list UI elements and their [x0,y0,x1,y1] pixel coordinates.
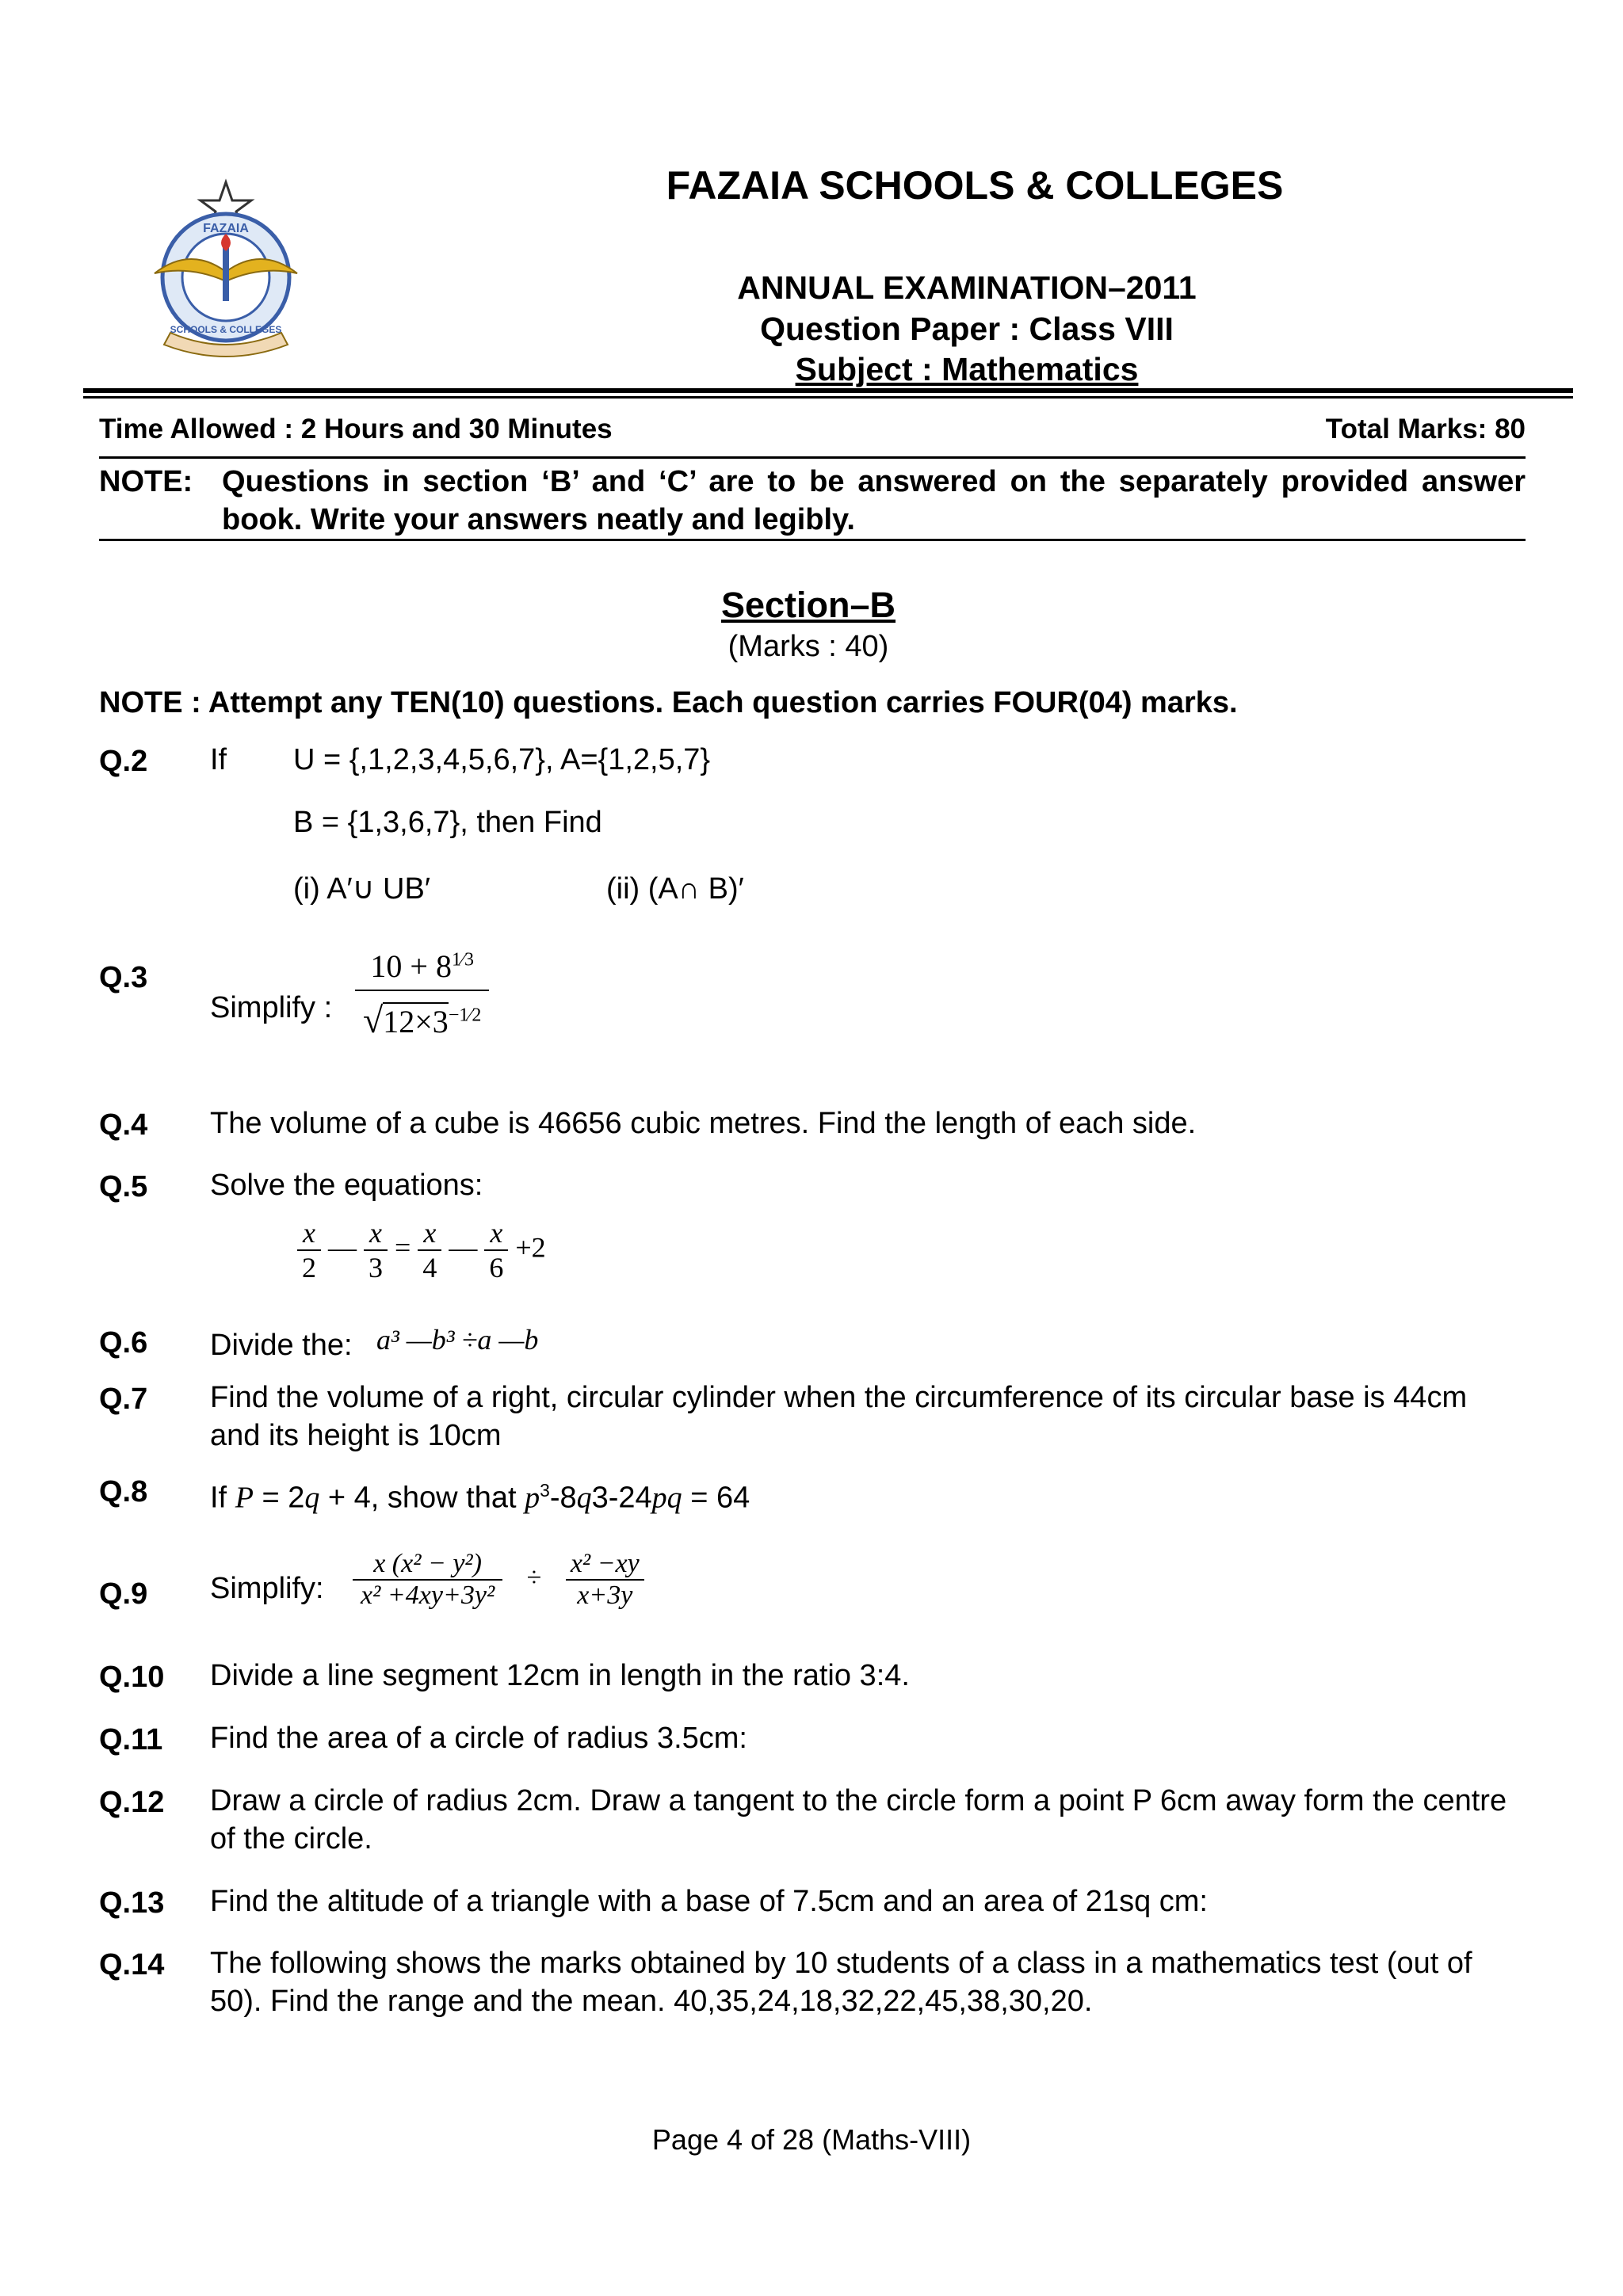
q13-text: Find the altitude of a triangle with a base of 7.5cm and an area of 21sq cm: [210,1885,1208,1918]
q2-line2: B = {1,3,6,7}, then Find [293,806,602,839]
q3-expression [355,943,489,1041]
sqrt-icon: √ [363,1000,384,1040]
question-number: Q.12 [99,1786,165,1819]
q5-equation: $\frac{x}{2}$ — $\frac{x}{3}$ = $\frac{x}{4}$ — $\frac{x}{6}$ +2 [297,1216,546,1284]
note-text: Questions in section ‘B’ and ‘C’ are to be answered on the separately provided answer book. Write your answers neatly and legibly. [222,465,1526,536]
header-rule-thin [83,396,1573,399]
question-number: Q.7 [99,1383,148,1416]
q11-text: Find the area of a circle of radius 3.5cm: [210,1722,747,1755]
q6-text: Divide the: [210,1329,353,1362]
question-number: Q.2 [99,745,148,778]
question-number: Q.8 [99,1475,148,1508]
rule-divider [99,456,1526,459]
q10-text: Divide a line segment 12cm in length in the ratio 3:4. [210,1659,910,1692]
total-marks: Total Marks: 80 [1325,414,1526,444]
q5-text: Solve the equations: [210,1169,483,1202]
paper-subject: Subject : Mathematics [795,351,1139,387]
question-if: If [210,743,227,776]
question-number: Q.3 [99,961,148,994]
question-number: Q.11 [99,1723,163,1756]
paper-class: Question Paper : Class VIII [760,311,1174,347]
school-name: FAZAIA SCHOOLS & COLLEGES [666,163,1284,208]
section-title: Section–B [720,585,896,625]
question-number: Q.6 [99,1326,148,1360]
school-logo [147,178,305,368]
q12-text: Draw a circle of radius 2cm. Draw a tangent to the circle form a point P 6cm away form the centre of the circle. [210,1784,1507,1855]
q2-part-i: (i) A′∪ UB′ [293,872,430,906]
time-marks-row [99,414,1526,445]
exam-title: ANNUAL EXAMINATION–2011 [737,269,1197,306]
q2-part-ii: (ii) (A∩ B)′ [606,872,744,906]
q3-num-exp: 1⁄3 [451,949,474,971]
time-allowed: Time Allowed : 2 Hours and 30 Minutes [99,414,613,444]
note-label: NOTE: [99,465,193,498]
rule-divider [99,539,1526,541]
q8-text: If P = 2q + 4, show that $p^3-8q3-24pq = 64$ [210,1480,750,1515]
svg-text:SCHOOLS & COLLEGES: SCHOOLS & COLLEGES [170,324,282,335]
section-marks: (Marks : 40) [727,630,889,663]
section-note: NOTE : Attempt any TEN(10) questions. Each question carries FOUR(04) marks. [99,686,1238,719]
q3-den-base: 12×3 [383,1004,449,1039]
page-footer: Page 4 of 28 (Maths-VIII) [651,2123,972,2156]
svg-text:FAZAIA: FAZAIA [203,222,249,235]
q2-line1: U = {,1,2,3,4,5,6,7}, A={1,2,5,7} [293,743,711,776]
question-number: Q.5 [99,1170,148,1203]
q4-text: The volume of a cube is 46656 cubic metres. Find the length of each side. [210,1107,1197,1140]
q7-text: Find the volume of a right, circular cylinder when the circumference of its circular base is 44cm and its height is 10cm [210,1381,1468,1452]
q3-text: Simplify : [210,991,333,1024]
question-number: Q.13 [99,1886,165,1920]
question-number: Q.10 [99,1661,165,1694]
q9-text: Simplify: [210,1572,324,1605]
header-rule-thick [83,388,1573,393]
q6-expression: a³ —b³ ÷a —b [376,1324,539,1356]
q9-expression: $\frac{\text{x (x² − y²)}}{\text{x² +4xy+3y²}}$ ÷ $\frac{\text{x² −xy}}{x+3y}$ [353,1549,644,1611]
question-number: Q.14 [99,1948,165,1981]
q3-den-exp: −1⁄2 [448,1005,482,1026]
q14-text: The following shows the marks obtained by 10 students of a class in a mathematics test (out of 50). Find the range and the mean. 40,35,24,18,32,22,45,38,30,20. [210,1947,1472,2018]
q3-num-base: 10 + 8 [370,948,452,984]
question-number: Q.9 [99,1577,148,1611]
question-number: Q.4 [99,1108,148,1142]
